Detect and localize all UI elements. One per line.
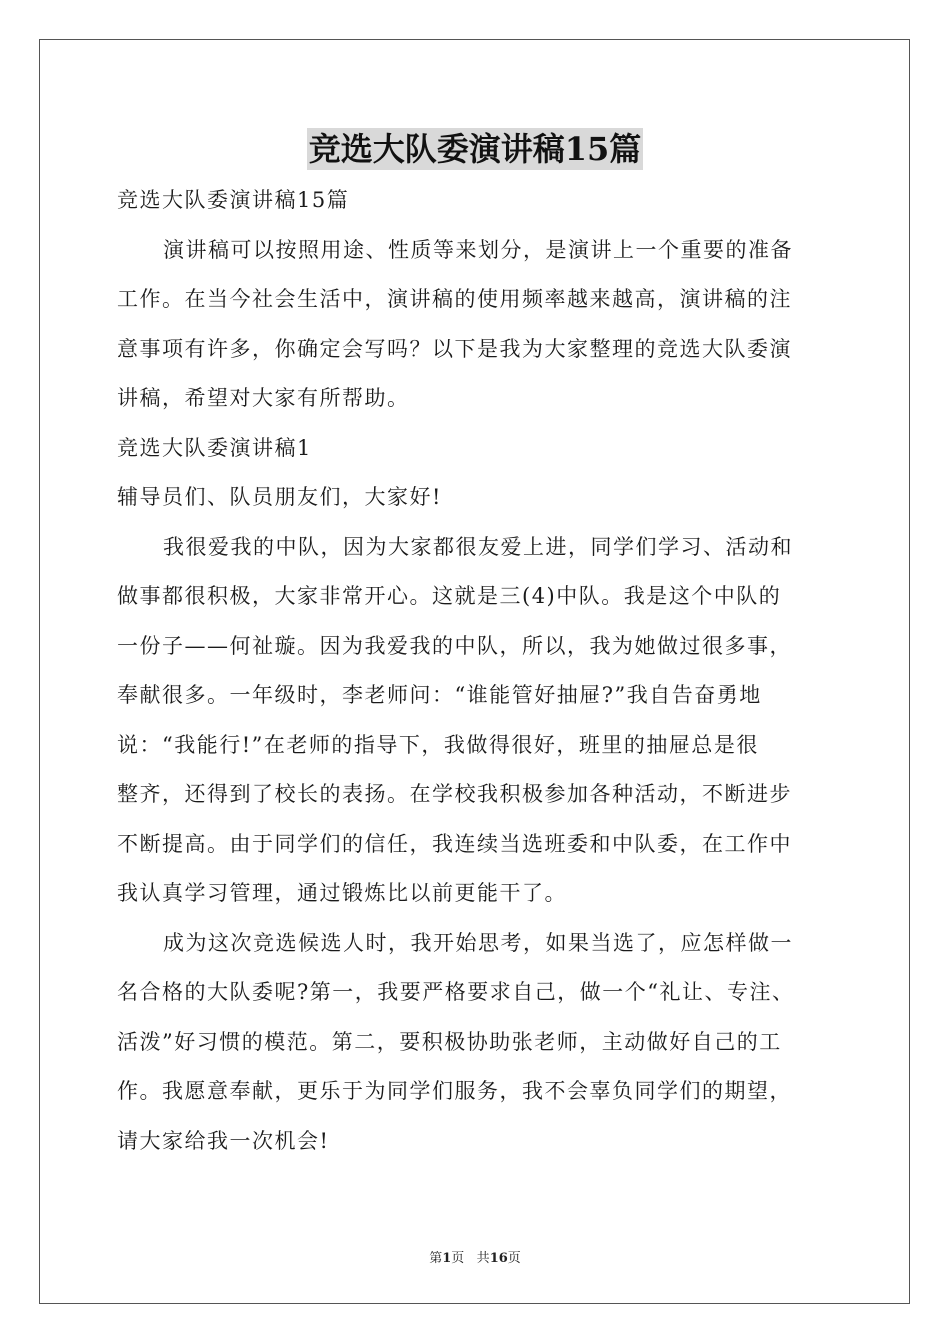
body-line: 竞选大队委演讲稿15篇 bbox=[117, 188, 350, 212]
page-footer bbox=[0, 1247, 950, 1266]
body-line: 请大家给我一次机会! bbox=[117, 1128, 330, 1153]
body-line: 不断提高。由于同学们的信任，我连续当选班委和中队委，在工作中 bbox=[117, 831, 792, 856]
body-line: 工作。在当今社会生活中，演讲稿的使用频率越来越高，演讲稿的注 bbox=[117, 287, 792, 311]
total-pages: 16 bbox=[489, 1251, 508, 1266]
body-line: 活泼”好习惯的模范。第二，要积极协助张老师，主动做好自己的工 bbox=[117, 1029, 782, 1054]
section-heading: 竞选大队委演讲稿1 bbox=[117, 435, 312, 460]
total-prefix: 共 bbox=[476, 1251, 490, 1266]
body-line: 做事都很积极，大家非常开心。这就是三(4)中队。我是这个中队的 bbox=[117, 584, 782, 608]
page-number: 1 bbox=[442, 1251, 452, 1266]
page-suffix: 页 bbox=[451, 1251, 465, 1266]
body-line: 意事项有许多，你确定会写吗？以下是我为大家整理的竞选大队委演 bbox=[117, 336, 792, 361]
document-body bbox=[117, 176, 847, 1166]
body-line: 说：“我能行!”在老师的指导下，我做得很好，班里的抽屉总是很 bbox=[117, 732, 759, 757]
title-container bbox=[0, 128, 950, 170]
body-line: 我很爱我的中队，因为大家都很友爱上进，同学们学习、活动和 bbox=[163, 534, 793, 559]
body-line: 成为这次竞选候选人时，我开始思考，如果当选了，应怎样做一 bbox=[163, 930, 793, 955]
body-line: 作。我愿意奉献，更乐于为同学们服务，我不会辜负同学们的期望， bbox=[117, 1079, 792, 1103]
body-line: 奉献很多。一年级时，李老师问：“谁能管好抽屉?”我自告奋勇地 bbox=[117, 683, 762, 707]
page-prefix: 第 bbox=[429, 1251, 443, 1266]
document-title: 竞选大队委演讲稿15篇 bbox=[308, 130, 642, 168]
body-line: 名合格的大队委呢?第一，我要严格要求自己，做一个“礼让、专注、 bbox=[117, 980, 795, 1004]
body-line: 讲稿，希望对大家有所帮助。 bbox=[117, 386, 410, 410]
body-line: 整齐，还得到了校长的表扬。在学校我积极参加各种活动，不断进步 bbox=[117, 782, 792, 806]
greeting-line: 辅导员们、队员朋友们，大家好! bbox=[117, 485, 442, 509]
body-line: 我认真学习管理，通过锻炼比以前更能干了。 bbox=[117, 881, 567, 905]
total-suffix: 页 bbox=[507, 1251, 521, 1266]
body-line: 一份子——何祉璇。因为我爱我的中队，所以，我为她做过很多事， bbox=[117, 633, 792, 658]
body-line: 演讲稿可以按照用途、性质等来划分，是演讲上一个重要的准备 bbox=[163, 237, 793, 262]
